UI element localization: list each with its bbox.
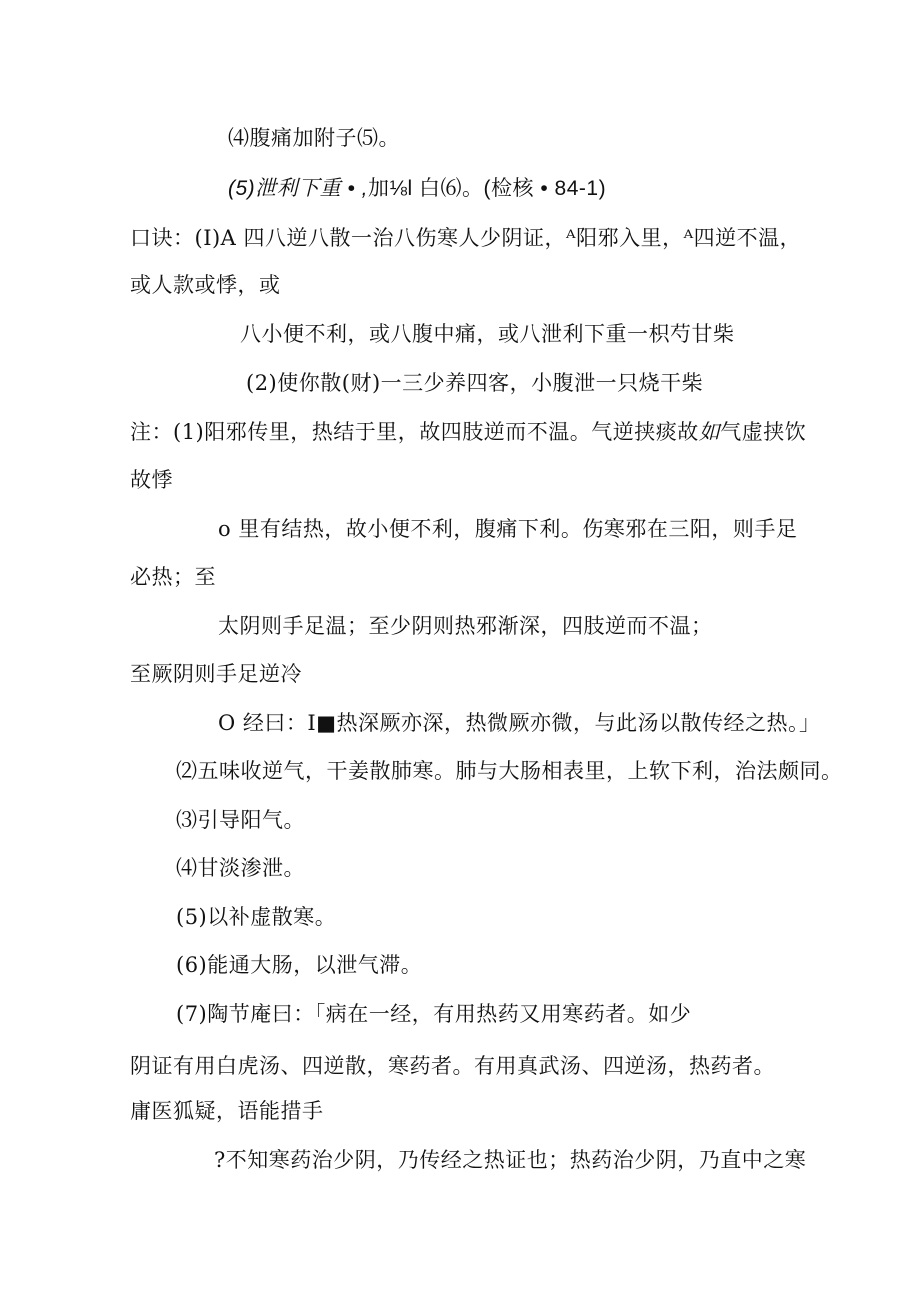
text-line-15: ⑶引导阳气。 <box>176 808 305 832</box>
text-line-13: O 经曰：I■热深厥亦深，热微厥亦微，与此汤以散传经之热。」 <box>218 711 821 735</box>
text-line-16: ⑷甘淡渗泄。 <box>176 856 305 880</box>
text-line-18: (6)能通大肠，以泄气滞。 <box>176 953 423 977</box>
text-line-5: 八小便不利，或八腹中痛，或八泄利下重一枳芍甘柴 <box>240 322 735 346</box>
text-line-8: 故悸 <box>130 468 173 492</box>
text-line-19: (7)陶节庵曰：「病在一经，有用热药又用寒药者。如少 <box>176 1002 692 1026</box>
text-line-10: 必热；至 <box>130 565 216 589</box>
text-line-7-c: 气虚挟饮 <box>720 420 807 444</box>
text-line-7-b: 如 <box>698 421 721 444</box>
text-line-2 <box>228 174 606 203</box>
text-line-9: o 里有结热，故小便不利，腹痛下利。伤寒邪在三阳，则手足 <box>218 517 798 541</box>
text-line-22: ?不知寒药治少阴，乃传经之热证也；热药治少阴，乃直中之寒 <box>214 1148 807 1172</box>
text-line-14: ⑵五味收逆气，干姜散肺寒。肺与大肠相表里，上软下利，治法颇同。 <box>176 759 843 783</box>
text-line-7-a: 注：(1)阳邪传里，热结于里，故四肢逆而不温。气逆挟痰故 <box>130 420 699 444</box>
text-line-1: ⑷腹痛加附子⑸。 <box>228 126 400 150</box>
text-line-12: 至厥阴则手足逆冷 <box>130 662 302 686</box>
text-line-6: (2)使你散(财)一三少养四客，小腹泄一只烧干柴 <box>246 371 704 395</box>
text-line-20: 阴证有用白虎汤、四逆散，寒药者。有用真武汤、四逆汤，热药者。 <box>130 1054 775 1078</box>
text-line-3: 口诀：(I)A 四八逆八散一治八伤寒人少阴证，ᴬ阳邪入里，ᴬ四逆不温， <box>130 226 802 250</box>
text-line-17: (5)以补虚散寒。 <box>176 905 337 929</box>
text-line-11: 太阴则手足温；至少阴则热邪渐深，四肢逆而不温； <box>218 614 713 638</box>
text-line-2-italic: (5)泄利下重 • , <box>228 177 369 200</box>
text-line-2-rest: 加⅛l 白⑹。(检核 • 84-1) <box>368 177 607 200</box>
text-line-4: 或人款或悸，或 <box>130 273 281 297</box>
text-line-21: 庸医狐疑，语能措手 <box>130 1099 324 1123</box>
text-line-7 <box>130 418 806 447</box>
